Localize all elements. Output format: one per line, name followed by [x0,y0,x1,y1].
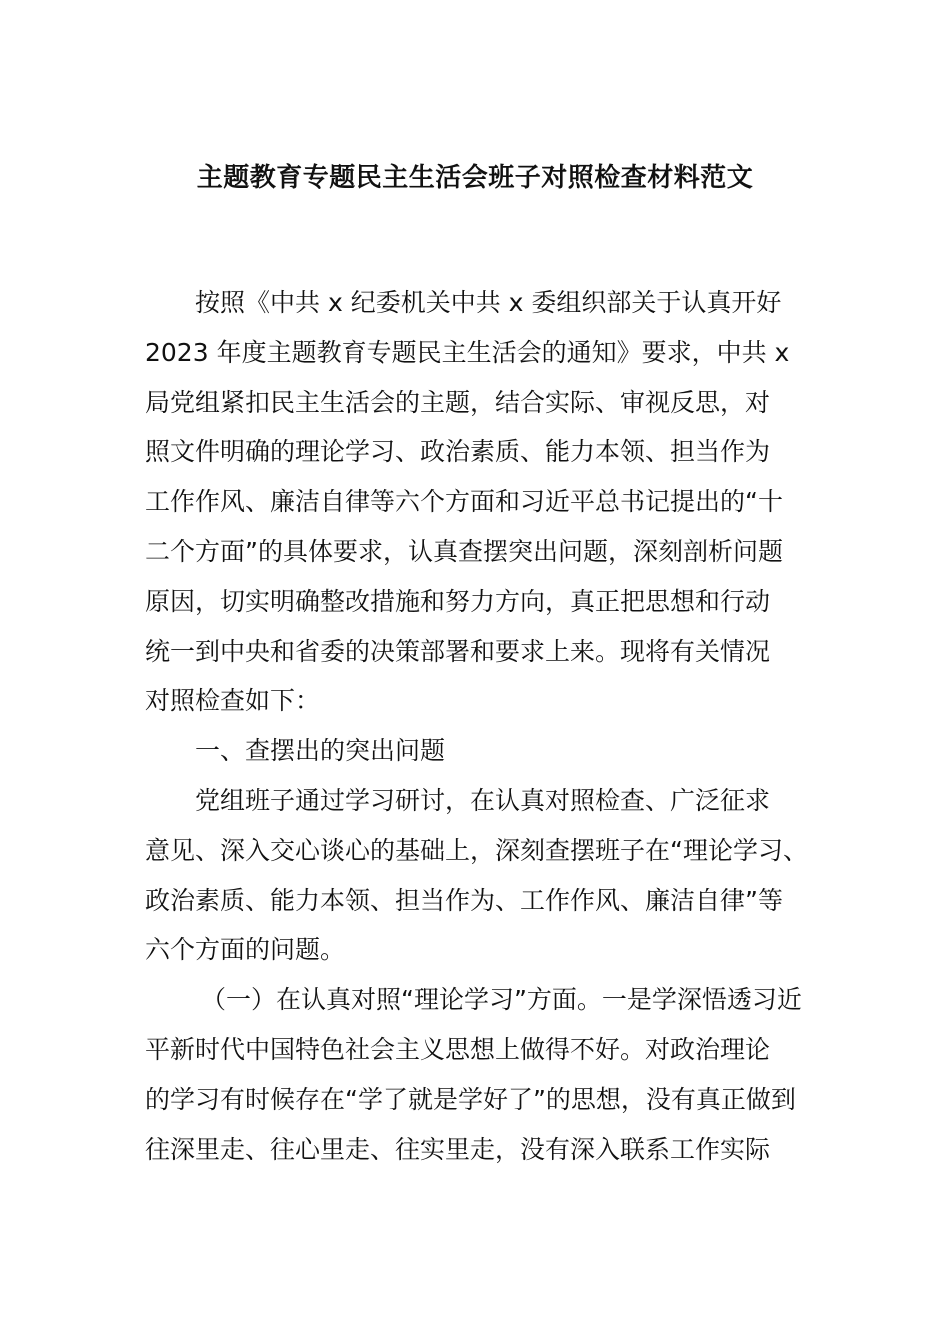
subsection-line: （一）在认真对照“理论学习”方面。一是学深悟透习近 [201,985,802,1015]
paragraph-line: 党组班子通过学习研讨，在认真对照检查、广泛征求 [195,785,771,815]
document-body [145,278,813,1174]
paragraph-line: 往深里走、往心里走、往实里走，没有深入联系工作实际 [145,1134,771,1164]
paragraph-line: 原因，切实明确整改措施和努力方向，真正把思想和行动 [145,586,771,616]
paragraph-line: 政治素质、能力本领、担当作为、工作作风、廉洁自律”等 [145,885,783,915]
paragraph-line: 局党组紧扣民主生活会的主题，结合实际、审视反思，对 [145,387,771,417]
section-heading: 一、查摆出的突出问题 [195,736,446,766]
paragraph-line: 照文件明确的理论学习、政治素质、能力本领、担当作为 [145,437,771,467]
paragraph-line: 的学习有时候存在“学了就是学好了”的思想，没有真正做到 [145,1084,796,1114]
paragraph-line: 二个方面”的具体要求，认真查摆突出问题，深刻剖析问题 [145,536,783,566]
paragraph-line: 六个方面的问题。 [145,935,346,965]
paragraph-line: 对照检查如下： [145,686,321,716]
document-title: 主题教育专题民主生活会班子对照检查材料范文 [196,163,754,193]
paragraph-line: 平新时代中国特色社会主义思想上做得不好。对政治理论 [145,1034,771,1064]
paragraph-line: 工作作风、廉洁自律等六个方面和习近平总书记提出的“十 [145,487,783,517]
paragraph-line: 按照《中共 x 纪委机关中共 x 委组织部关于认真开好 [195,288,782,317]
paragraph-line: 统一到中央和省委的决策部署和要求上来。现将有关情况 [145,636,771,666]
paragraph-line: 2023 年度主题教育专题民主生活会的通知》要求，中共 x [145,337,790,367]
paragraph-line: 意见、深入交心谈心的基础上，深刻查摆班子在“理论学习、 [145,835,808,865]
